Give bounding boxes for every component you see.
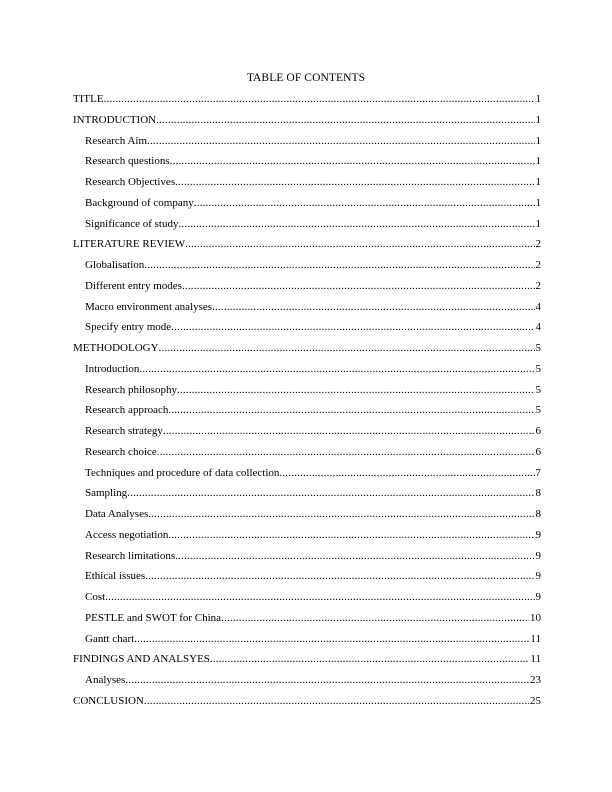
toc-entry[interactable] — [73, 279, 541, 300]
toc-entry-label: Introduction — [85, 362, 140, 375]
toc-entry-page-number: 5 — [535, 383, 541, 396]
toc-dot-leader — [178, 217, 534, 231]
toc-dot-leader — [105, 590, 534, 604]
toc-entry-label: Data Analyses — [85, 508, 149, 520]
toc-entry-label: Background of company — [85, 196, 194, 209]
toc-entry-page-number: 25 — [530, 694, 541, 707]
table-of-contents — [73, 92, 541, 715]
toc-entry-label: Ethical issues — [85, 570, 146, 583]
toc-entry[interactable] — [73, 175, 541, 196]
toc-entry-page-number: 5 — [535, 362, 541, 375]
toc-dot-leader — [163, 424, 535, 438]
toc-dot-leader — [139, 362, 534, 376]
toc-dot-leader — [177, 383, 535, 397]
toc-entry-page-number: 9 — [535, 528, 541, 541]
toc-entry-label: Research Objectives — [85, 176, 176, 188]
toc-entry[interactable] — [73, 154, 541, 175]
toc-entry-label: Macro environment analyses — [85, 300, 213, 313]
toc-entry[interactable] — [73, 445, 541, 466]
toc-title: TABLE OF CONTENTS — [246, 72, 366, 84]
toc-entry-page-number: 9 — [535, 591, 541, 603]
toc-entry-page-number: 8 — [535, 487, 541, 500]
toc-entry-page-number: 5 — [535, 404, 541, 417]
toc-entry-label: Sampling — [85, 487, 128, 500]
toc-entry[interactable] — [73, 611, 541, 632]
toc-entry-page-number: 1 — [535, 113, 541, 126]
toc-entry-label: PESTLE and SWOT for China — [85, 611, 222, 624]
toc-entry-page-number: 1 — [535, 93, 541, 105]
toc-entry[interactable] — [73, 300, 541, 321]
toc-entry-label: Cost — [85, 591, 106, 603]
toc-entry-page-number: 9 — [535, 549, 541, 562]
toc-entry[interactable] — [73, 403, 541, 424]
toc-entry[interactable] — [73, 466, 541, 487]
toc-dot-leader — [156, 113, 534, 127]
toc-entry[interactable] — [73, 258, 541, 279]
toc-entry[interactable] — [73, 196, 541, 217]
toc-entry[interactable] — [73, 507, 541, 528]
toc-entry-label: Research choice — [85, 445, 157, 458]
toc-dot-leader — [170, 154, 535, 168]
toc-entry-label: Specify entry mode — [85, 321, 172, 334]
toc-entry-label: LITERATURE REVIEW — [73, 238, 186, 251]
toc-entry[interactable] — [73, 424, 541, 445]
toc-entry-page-number: 11 — [530, 632, 541, 645]
toc-entry-page-number: 1 — [535, 134, 541, 147]
toc-dot-leader — [171, 320, 534, 334]
toc-entry[interactable] — [73, 362, 541, 383]
toc-entry[interactable] — [73, 320, 541, 341]
toc-entry-page-number: 2 — [535, 279, 541, 292]
toc-entry-page-number: 1 — [535, 155, 541, 168]
toc-entry-label: Research approach — [85, 404, 169, 417]
toc-entry-label: Research Aim — [85, 134, 148, 147]
toc-entry-label: Significance of study — [85, 217, 179, 230]
toc-entry-page-number: 1 — [535, 217, 541, 230]
toc-entry-page-number: 2 — [535, 238, 541, 251]
toc-entry-page-number: 6 — [535, 445, 541, 458]
toc-entry-page-number: 11 — [530, 653, 541, 666]
toc-dot-leader — [127, 486, 534, 500]
toc-entry-label: Research philosophy — [85, 383, 177, 396]
toc-dot-leader — [168, 403, 534, 417]
toc-entry-label: METHODOLOGY — [73, 342, 159, 354]
toc-entry-label: Access negotiation — [85, 528, 169, 541]
toc-dot-leader — [148, 507, 534, 521]
toc-entry-label: Techniques and procedure of data collection — [85, 466, 280, 479]
toc-entry[interactable] — [73, 486, 541, 507]
toc-dot-leader — [182, 279, 535, 293]
toc-dot-leader — [159, 341, 535, 355]
toc-dot-leader — [185, 237, 534, 251]
toc-entry[interactable] — [73, 92, 541, 113]
toc-entry-label: FINDINGS AND ANALSYES — [73, 653, 210, 666]
toc-dot-leader — [144, 694, 529, 708]
toc-dot-leader — [147, 134, 534, 148]
toc-dot-leader — [175, 175, 534, 189]
toc-entry-label: Research questions — [85, 155, 170, 168]
toc-entry-page-number: 9 — [535, 570, 541, 583]
toc-entry-page-number: 8 — [535, 508, 541, 520]
toc-dot-leader — [145, 569, 534, 583]
toc-entry[interactable] — [73, 673, 541, 694]
toc-dot-leader — [168, 528, 534, 542]
toc-dot-leader — [125, 673, 529, 687]
toc-entry[interactable] — [73, 569, 541, 590]
toc-entry-page-number: 4 — [535, 300, 541, 313]
toc-dot-leader — [134, 632, 529, 646]
toc-entry-page-number: 1 — [535, 176, 541, 188]
toc-dot-leader — [175, 549, 534, 563]
toc-dot-leader — [194, 196, 535, 210]
toc-entry[interactable] — [73, 590, 541, 611]
toc-entry-page-number: 4 — [535, 321, 541, 334]
toc-entry[interactable] — [73, 113, 541, 134]
toc-dot-leader — [157, 445, 535, 459]
toc-entry-label: Research limitations — [85, 549, 176, 562]
toc-entry[interactable] — [73, 383, 541, 404]
toc-entry[interactable] — [73, 217, 541, 238]
toc-entry-page-number: 23 — [530, 674, 541, 686]
toc-entry-page-number: 1 — [535, 196, 541, 209]
toc-entry-page-number: 5 — [535, 342, 541, 354]
toc-entry-page-number: 2 — [535, 259, 541, 271]
toc-entry-label: Globalisation — [85, 259, 145, 271]
toc-entry[interactable] — [73, 694, 541, 715]
toc-entry[interactable] — [73, 549, 541, 570]
toc-dot-leader — [144, 258, 534, 272]
toc-entry-page-number: 10 — [530, 611, 541, 624]
toc-entry-label: Analyses — [85, 674, 126, 686]
toc-entry-label: Different entry modes — [85, 279, 182, 292]
toc-entry-label: Research strategy — [85, 425, 163, 437]
toc-entry-label: INTRODUCTION — [73, 113, 157, 126]
toc-dot-leader — [210, 652, 530, 666]
toc-entry[interactable] — [73, 134, 541, 155]
toc-entry[interactable] — [73, 632, 541, 653]
toc-entry-label: Gantt chart — [85, 632, 135, 645]
toc-entry[interactable] — [73, 652, 541, 673]
toc-entry[interactable] — [73, 341, 541, 362]
toc-entry-page-number: 6 — [535, 425, 541, 437]
toc-entry-page-number: 7 — [535, 466, 541, 479]
toc-dot-leader — [221, 611, 529, 625]
toc-entry[interactable] — [73, 237, 541, 258]
toc-entry-label: TITLE — [73, 93, 104, 105]
toc-dot-leader — [279, 466, 534, 480]
toc-dot-leader — [104, 92, 535, 106]
toc-dot-leader — [212, 300, 534, 314]
toc-entry-label: CONCLUSION — [73, 694, 144, 707]
toc-entry[interactable] — [73, 528, 541, 549]
